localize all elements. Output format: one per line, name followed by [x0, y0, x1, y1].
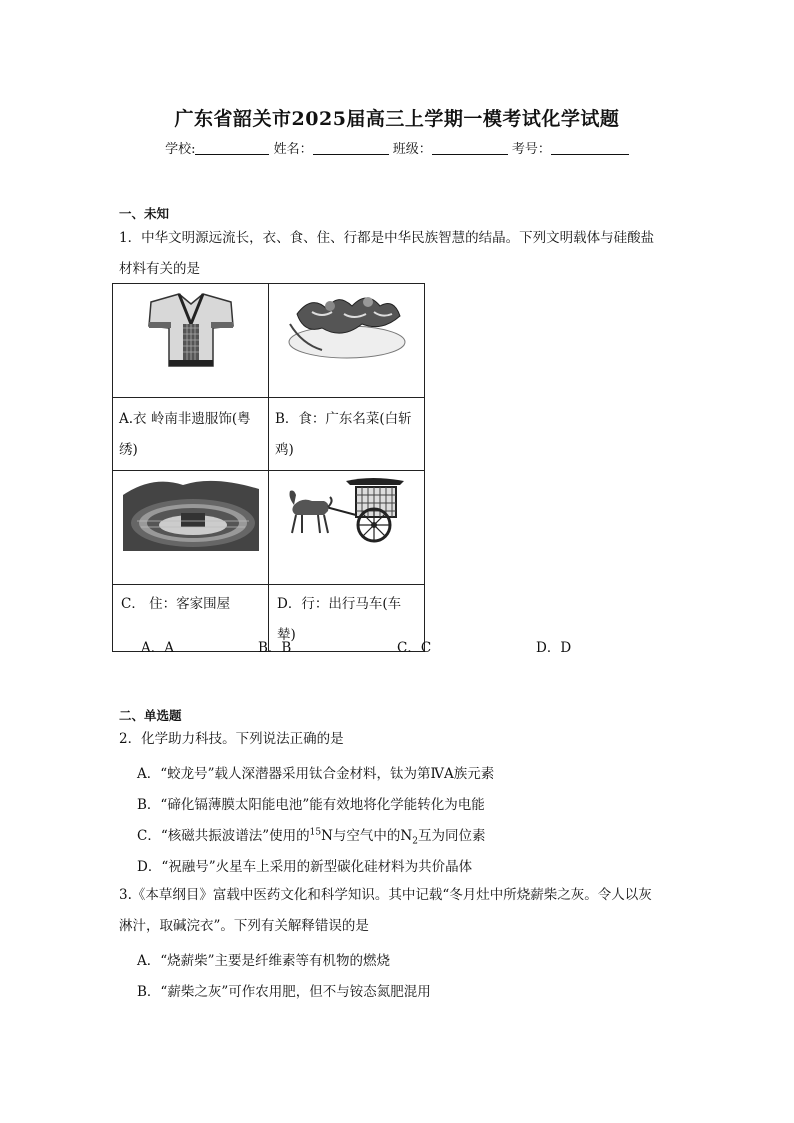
section-heading: 一、未知 — [119, 206, 170, 221]
question-3-option-a[interactable]: A．“烧薪柴”主要是纤维素等有机物的燃烧 — [137, 953, 391, 969]
question-1-stem — [119, 223, 679, 285]
name-label: 姓名： — [273, 142, 313, 157]
question-1-image-table — [112, 283, 425, 652]
school-blank — [195, 141, 269, 155]
question-2-option-d[interactable]: D．“祝融号”火星车上采用的新型碳化硅材料为共价晶体 — [137, 859, 473, 875]
caption-c: C． 住：客家围屋 — [113, 585, 269, 652]
isotope-mass-number: 15 — [309, 827, 322, 838]
question-2-stem: 2．化学助力科技。下列说法正确的是 — [119, 731, 344, 747]
carriage-image-icon — [282, 471, 412, 551]
caption-d: D．行：出行马车(车辇) — [269, 585, 425, 652]
question-2-option-b[interactable]: B．“碲化镉薄膜太阳能电池”能有效地将化学能转化为电能 — [137, 797, 485, 813]
robe-image-icon — [141, 284, 241, 374]
dish-image-icon — [282, 284, 412, 364]
question-3-option-b[interactable]: B．“薪柴之灰”可作农用肥，但不与铵态氮肥混用 — [137, 984, 431, 1000]
section-heading: 二、单选题 — [119, 708, 182, 723]
dish-cell — [269, 284, 425, 398]
school-label: 学校: — [165, 142, 196, 157]
question-3-line-2: 淋汁，取碱浣衣”。下列有关解释错误的是 — [119, 918, 369, 934]
caption-a: A.衣 岭南非遗服饰(粤绣) — [113, 398, 269, 471]
page-title: 广东省韶关市2025届高三上学期一模考试化学试题 — [174, 108, 620, 130]
carriage-cell — [269, 471, 425, 585]
answer-option-c[interactable]: C．C — [397, 640, 432, 656]
question-2-option-a[interactable]: A．“蛟龙号”载人深潜器采用钛合金材料，钛为第ⅣA族元素 — [137, 766, 495, 782]
student-info-line — [0, 138, 794, 157]
class-label: 班级： — [392, 142, 432, 157]
option-c-prefix: C．“核磁共振波谱法”使用的 — [137, 828, 310, 844]
answer-option-d[interactable]: D．D — [536, 640, 572, 656]
question-1-line-1: 1．中华文明源远流长，衣、食、住、行都是中华民族智慧的结晶。下列文明载体与硅酸盐 — [119, 230, 655, 246]
question-2-option-c[interactable] — [137, 824, 485, 847]
answer-option-b[interactable]: B．B — [258, 640, 292, 656]
question-3-stem — [119, 880, 679, 942]
robe-cell — [113, 284, 269, 398]
name-blank — [313, 141, 389, 155]
tulou-image-icon — [123, 471, 259, 551]
option-c-suffix: 互为同位素 — [417, 828, 486, 844]
tulou-cell — [113, 471, 269, 585]
nitrogen-subscript: 2 — [412, 836, 418, 847]
caption-b: B．食：广东名菜(白斩鸡) — [269, 398, 425, 471]
exam-no-label: 考号： — [511, 142, 551, 157]
option-c-mid: N与空气中的N — [321, 828, 413, 844]
question-3-line-1: 3.《本草纲目》富载中医药文化和科学知识。其中记载“冬月灶中所烧薪柴之灰。令人以灰 — [119, 887, 652, 903]
answer-option-a[interactable]: A．A — [141, 640, 174, 656]
question-1-line-2: 材料有关的是 — [119, 261, 200, 277]
class-blank — [432, 141, 508, 155]
exam-no-blank — [551, 141, 629, 155]
